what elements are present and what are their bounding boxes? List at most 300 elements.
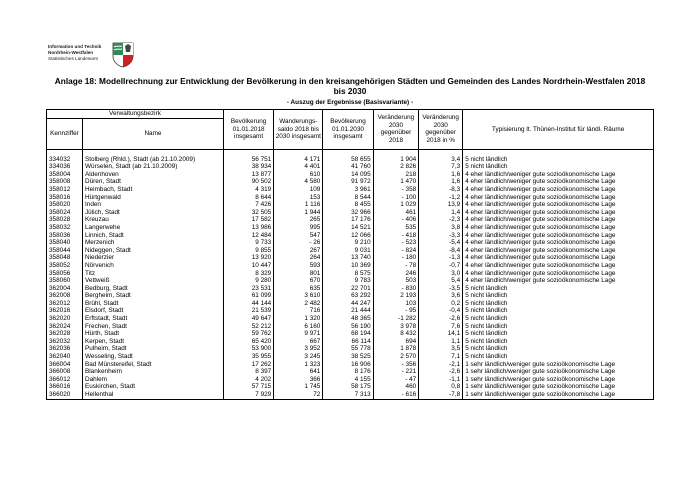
title-line-1: Anlage 18: Modellrechnung zur Entwicklung der Bevölkerung in den kreisangehörigen Städten und Gemeinden des Landes Nordrhein-Westfalen 2018 <box>54 76 646 86</box>
row-kennziffer: 362008 <box>47 292 83 300</box>
row-typisierung: 5 nicht ländlich <box>463 353 654 361</box>
row-typisierung: 5 nicht ländlich <box>463 315 654 323</box>
row-veraenderung: 8 432 <box>373 330 419 338</box>
logo-line-3: Statistisches Landesamt <box>48 56 98 61</box>
row-bev2030: 44 247 <box>323 300 373 308</box>
table-row <box>47 232 654 240</box>
row-kennziffer: 358048 <box>47 254 83 262</box>
table-row <box>47 345 654 353</box>
row-veraenderung: 1 029 <box>373 201 419 209</box>
row-name: Inden <box>82 201 223 209</box>
row-bev2030: 91 972 <box>323 178 373 186</box>
row-name: Bergheim, Stadt <box>82 292 223 300</box>
row-wanderung: 1 323 <box>274 361 323 369</box>
row-bev2018: 52 212 <box>223 323 273 331</box>
row-kennziffer: 362016 <box>47 307 83 315</box>
row-bev2018: 56 751 <box>223 156 273 164</box>
table-row <box>47 376 654 384</box>
row-name: Frechen, Stadt <box>82 323 223 331</box>
row-bev2030: 10 369 <box>323 262 373 270</box>
table-row <box>47 156 654 164</box>
row-name: Hellenthal <box>82 391 223 399</box>
row-veraenderung-pct: -0,7 <box>419 262 463 270</box>
table-row <box>47 186 654 194</box>
row-bev2030: 14 095 <box>323 171 373 179</box>
row-veraenderung-pct: 1,6 <box>419 178 463 186</box>
row-veraenderung: - 356 <box>373 361 419 369</box>
row-veraenderung: 2 570 <box>373 353 419 361</box>
row-veraenderung-pct: -2,3 <box>419 216 463 224</box>
row-bev2018: 8 397 <box>223 368 273 376</box>
row-veraenderung: 1 470 <box>373 178 419 186</box>
row-bev2018: 13 877 <box>223 171 273 179</box>
row-bev2018: 9 855 <box>223 247 273 255</box>
row-veraenderung-pct: -2,6 <box>419 368 463 376</box>
row-bev2018: 13 986 <box>223 224 273 232</box>
row-bev2018: 4 319 <box>223 186 273 194</box>
row-typisierung: 1 sehr ländlich/weniger gute sozioökonomische Lage <box>463 368 654 376</box>
row-veraenderung-pct: -2,6 <box>419 315 463 323</box>
row-veraenderung: 694 <box>373 338 419 346</box>
row-veraenderung: - 221 <box>373 368 419 376</box>
row-bev2030: 63 292 <box>323 292 373 300</box>
row-bev2030: 48 365 <box>323 315 373 323</box>
row-wanderung: 1 116 <box>274 201 323 209</box>
row-typisierung: 5 nicht ländlich <box>463 163 654 171</box>
row-veraenderung-pct: 1,6 <box>419 171 463 179</box>
row-bev2018: 23 531 <box>223 285 273 293</box>
row-bev2018: 65 420 <box>223 338 273 346</box>
row-kennziffer: 362028 <box>47 330 83 338</box>
table-row <box>47 224 654 232</box>
row-wanderung: 267 <box>274 247 323 255</box>
row-bev2018: 10 447 <box>223 262 273 270</box>
row-typisierung: 4 eher ländlich/weniger gute sozioökonomische Lage <box>463 194 654 202</box>
row-veraenderung-pct: -0,4 <box>419 307 463 315</box>
row-name: Hürtgenwald <box>82 194 223 202</box>
table-body <box>47 149 654 399</box>
row-bev2018: 53 900 <box>223 345 273 353</box>
row-wanderung: 635 <box>274 285 323 293</box>
row-typisierung: 1 sehr ländlich/weniger gute sozioökonomische Lage <box>463 376 654 384</box>
row-bev2030: 38 525 <box>323 353 373 361</box>
row-kennziffer: 366012 <box>47 376 83 384</box>
row-kennziffer: 362004 <box>47 285 83 293</box>
row-veraenderung-pct: 3,5 <box>419 345 463 353</box>
row-typisierung: 4 eher ländlich/weniger gute sozioökonomische Lage <box>463 209 654 217</box>
row-name: Bad Münstereifel, Stadt <box>82 361 223 369</box>
row-veraenderung: - 824 <box>373 247 419 255</box>
row-veraenderung-pct: -7,8 <box>419 391 463 399</box>
row-wanderung: 366 <box>274 376 323 384</box>
row-name: Wesseling, Stadt <box>82 353 223 361</box>
header-veraenderung: Veränderung 2030 gegenüber 2018 <box>373 110 419 150</box>
row-name: Kerpen, Stadt <box>82 338 223 346</box>
row-bev2030: 4 155 <box>323 376 373 384</box>
row-bev2030: 68 194 <box>323 330 373 338</box>
row-bev2018: 35 955 <box>223 353 273 361</box>
row-bev2018: 21 539 <box>223 307 273 315</box>
row-name: Aldenhoven <box>82 171 223 179</box>
table-row <box>47 254 654 262</box>
row-name: Jülich, Stadt <box>82 209 223 217</box>
row-veraenderung-pct: 14,1 <box>419 330 463 338</box>
row-kennziffer: 358020 <box>47 201 83 209</box>
table-row <box>47 292 654 300</box>
row-kennziffer: 358060 <box>47 277 83 285</box>
row-bev2030: 8 544 <box>323 194 373 202</box>
row-veraenderung: -1 282 <box>373 315 419 323</box>
row-veraenderung: - 95 <box>373 307 419 315</box>
row-kennziffer: 358044 <box>47 247 83 255</box>
table-row <box>47 391 654 399</box>
row-kennziffer: 366008 <box>47 368 83 376</box>
row-name: Blankenheim <box>82 368 223 376</box>
table-row <box>47 247 654 255</box>
table-row <box>47 277 654 285</box>
row-name: Stolberg (Rhld.), Stadt (ab 21.10.2009) <box>82 156 223 164</box>
row-veraenderung: 2 826 <box>373 163 419 171</box>
row-veraenderung: 1 878 <box>373 345 419 353</box>
table-row <box>47 194 654 202</box>
row-kennziffer: 358032 <box>47 224 83 232</box>
row-typisierung: 4 eher ländlich/weniger gute sozioökonomische Lage <box>463 254 654 262</box>
row-kennziffer: 358008 <box>47 178 83 186</box>
row-veraenderung: - 100 <box>373 194 419 202</box>
row-veraenderung: 503 <box>373 277 419 285</box>
row-bev2018: 90 502 <box>223 178 273 186</box>
table-row <box>47 163 654 171</box>
row-wanderung: 3 610 <box>274 292 323 300</box>
table-row <box>47 171 654 179</box>
row-typisierung: 5 nicht ländlich <box>463 345 654 353</box>
row-bev2018: 38 934 <box>223 163 273 171</box>
row-wanderung: 3 952 <box>274 345 323 353</box>
row-wanderung: 716 <box>274 307 323 315</box>
row-wanderung: 641 <box>274 368 323 376</box>
row-name: Linnich, Stadt <box>82 232 223 240</box>
row-veraenderung: 461 <box>373 209 419 217</box>
row-name: Dahlem <box>82 376 223 384</box>
row-veraenderung: - 830 <box>373 285 419 293</box>
row-kennziffer: 366004 <box>47 361 83 369</box>
row-wanderung: 801 <box>274 270 323 278</box>
header-name: Name <box>82 118 223 149</box>
row-bev2018: 7 426 <box>223 201 273 209</box>
row-veraenderung-pct: 1,1 <box>419 338 463 346</box>
row-veraenderung-pct: 5,4 <box>419 277 463 285</box>
row-veraenderung: - 358 <box>373 186 419 194</box>
row-veraenderung: 246 <box>373 270 419 278</box>
row-veraenderung-pct: -1,2 <box>419 194 463 202</box>
table-row <box>47 330 654 338</box>
row-wanderung: 6 160 <box>274 323 323 331</box>
row-kennziffer: 358028 <box>47 216 83 224</box>
row-name: Brühl, Stadt <box>82 300 223 308</box>
table-row <box>47 216 654 224</box>
title-line-2: bis 2030 <box>333 86 367 96</box>
row-veraenderung-pct: 7,1 <box>419 353 463 361</box>
row-bev2018: 9 733 <box>223 239 273 247</box>
table-row <box>47 201 654 209</box>
row-veraenderung-pct: 0,2 <box>419 300 463 308</box>
row-typisierung: 5 nicht ländlich <box>463 323 654 331</box>
logo-line-2: Nordrhein-Westfalen <box>48 50 94 55</box>
row-bev2030: 9 210 <box>323 239 373 247</box>
row-bev2018: 4 202 <box>223 376 273 384</box>
row-veraenderung-pct: -1,3 <box>419 254 463 262</box>
row-typisierung: 4 eher ländlich/weniger gute sozioökonomische Lage <box>463 178 654 186</box>
row-name: Bedburg, Stadt <box>82 285 223 293</box>
row-name: Hürth, Stadt <box>82 330 223 338</box>
row-bev2030: 58 655 <box>323 156 373 164</box>
row-kennziffer: 358056 <box>47 270 83 278</box>
row-bev2030: 9 783 <box>323 277 373 285</box>
row-name: Düren, Stadt <box>82 178 223 186</box>
row-veraenderung-pct: 3,6 <box>419 292 463 300</box>
row-wanderung: 1 745 <box>274 383 323 391</box>
row-veraenderung-pct: 3,4 <box>419 156 463 164</box>
row-typisierung: 5 nicht ländlich <box>463 156 654 164</box>
row-veraenderung: 1 904 <box>373 156 419 164</box>
row-wanderung: 4 171 <box>274 156 323 164</box>
row-wanderung: 1 320 <box>274 315 323 323</box>
row-bev2030: 7 313 <box>323 391 373 399</box>
row-bev2030: 56 190 <box>323 323 373 331</box>
row-veraenderung-pct: -3,5 <box>419 285 463 293</box>
table-row <box>47 353 654 361</box>
table-row <box>47 307 654 315</box>
row-veraenderung-pct: -8,4 <box>419 247 463 255</box>
row-kennziffer: 358040 <box>47 239 83 247</box>
row-kennziffer: 362040 <box>47 353 83 361</box>
row-typisierung: 4 eher ländlich/weniger gute sozioökonomische Lage <box>463 277 654 285</box>
row-bev2018: 49 647 <box>223 315 273 323</box>
row-wanderung: 264 <box>274 254 323 262</box>
row-typisierung: 4 eher ländlich/weniger gute sozioökonomische Lage <box>463 216 654 224</box>
it-nrw-logo <box>48 44 128 70</box>
row-bev2018: 8 329 <box>223 270 273 278</box>
row-typisierung: 4 eher ländlich/weniger gute sozioökonomische Lage <box>463 262 654 270</box>
row-typisierung: 1 sehr ländlich/weniger gute sozioökonomische Lage <box>463 383 654 391</box>
row-wanderung: 3 245 <box>274 353 323 361</box>
row-bev2030: 8 455 <box>323 201 373 209</box>
row-veraenderung: 3 978 <box>373 323 419 331</box>
row-wanderung: 670 <box>274 277 323 285</box>
row-wanderung: 4 580 <box>274 178 323 186</box>
row-wanderung: 667 <box>274 338 323 346</box>
row-kennziffer: 362024 <box>47 323 83 331</box>
row-name: Nörvenich <box>82 262 223 270</box>
row-typisierung: 4 eher ländlich/weniger gute sozioökonomische Lage <box>463 224 654 232</box>
row-veraenderung-pct: 13,9 <box>419 201 463 209</box>
row-veraenderung: - 523 <box>373 239 419 247</box>
row-kennziffer: 366016 <box>47 383 83 391</box>
row-veraenderung: 535 <box>373 224 419 232</box>
row-kennziffer: 362032 <box>47 338 83 346</box>
row-kennziffer: 362036 <box>47 345 83 353</box>
row-kennziffer: 366020 <box>47 391 83 399</box>
row-veraenderung: - 616 <box>373 391 419 399</box>
table-row <box>47 178 654 186</box>
table-row <box>47 262 654 270</box>
row-bev2018: 44 144 <box>223 300 273 308</box>
row-bev2030: 16 906 <box>323 361 373 369</box>
header-veraenderung-pct: Veränderung 2030 gegenüber 2018 in % <box>419 110 463 150</box>
row-wanderung: 610 <box>274 171 323 179</box>
row-bev2018: 17 582 <box>223 216 273 224</box>
row-typisierung: 5 nicht ländlich <box>463 330 654 338</box>
row-bev2030: 55 778 <box>323 345 373 353</box>
row-kennziffer: 358016 <box>47 194 83 202</box>
row-veraenderung-pct: 1,4 <box>419 209 463 217</box>
row-bev2030: 3 961 <box>323 186 373 194</box>
row-wanderung: 995 <box>274 224 323 232</box>
table-row <box>47 338 654 346</box>
row-veraenderung-pct: 3,8 <box>419 224 463 232</box>
row-kennziffer: 358036 <box>47 232 83 240</box>
row-bev2030: 12 066 <box>323 232 373 240</box>
row-typisierung: 4 eher ländlich/weniger gute sozioökonomische Lage <box>463 201 654 209</box>
row-bev2030: 17 176 <box>323 216 373 224</box>
row-bev2018: 57 715 <box>223 383 273 391</box>
row-name: Merzenich <box>82 239 223 247</box>
row-veraenderung-pct: 3,0 <box>419 270 463 278</box>
row-bev2030: 58 175 <box>323 383 373 391</box>
row-veraenderung: 218 <box>373 171 419 179</box>
row-name: Erftstadt, Stadt <box>82 315 223 323</box>
row-bev2030: 13 740 <box>323 254 373 262</box>
row-kennziffer: 362020 <box>47 315 83 323</box>
header-wanderung: Wanderungs-saldo 2018 bis 2030 insgesamt <box>274 110 323 150</box>
table-row <box>47 285 654 293</box>
row-veraenderung: - 406 <box>373 216 419 224</box>
row-veraenderung-pct: -1,1 <box>419 376 463 384</box>
row-bev2018: 17 262 <box>223 361 273 369</box>
row-veraenderung-pct: 7,3 <box>419 163 463 171</box>
header-bev2030: Bevölkerung 01.01.2030 insgesamt <box>323 110 373 150</box>
row-wanderung: 9 971 <box>274 330 323 338</box>
row-name: Langerwehe <box>82 224 223 232</box>
page-title <box>0 76 700 96</box>
row-typisierung: 5 nicht ländlich <box>463 338 654 346</box>
table-row <box>47 315 654 323</box>
row-name: Euskirchen, Stadt <box>82 383 223 391</box>
row-typisierung: 5 nicht ländlich <box>463 300 654 308</box>
row-wanderung: 109 <box>274 186 323 194</box>
row-bev2018: 61 099 <box>223 292 273 300</box>
row-kennziffer: 358052 <box>47 262 83 270</box>
header-verwaltungsbezirk: Verwaltungsbezirk <box>47 110 224 119</box>
page-subtitle: - Auszug der Ergebnisse (Basisvariante) - <box>286 99 414 106</box>
table-row <box>47 368 654 376</box>
row-typisierung: 4 eher ländlich/weniger gute sozioökonomische Lage <box>463 232 654 240</box>
table-row <box>47 361 654 369</box>
row-veraenderung-pct: -2,1 <box>419 361 463 369</box>
row-typisierung: 4 eher ländlich/weniger gute sozioökonomische Lage <box>463 270 654 278</box>
table-row <box>47 383 654 391</box>
row-wanderung: 2 482 <box>274 300 323 308</box>
row-bev2030: 66 114 <box>323 338 373 346</box>
row-kennziffer: 358004 <box>47 171 83 179</box>
row-kennziffer: 362012 <box>47 300 83 308</box>
row-typisierung: 1 sehr ländlich/weniger gute sozioökonomische Lage <box>463 361 654 369</box>
row-bev2018: 9 280 <box>223 277 273 285</box>
header-typisierung: Typisierung lt. Thünen-Institut für ländl. Räume <box>463 110 654 150</box>
row-name: Titz <box>82 270 223 278</box>
row-bev2018: 8 644 <box>223 194 273 202</box>
row-veraenderung: - 47 <box>373 376 419 384</box>
row-bev2018: 59 762 <box>223 330 273 338</box>
row-name: Vettweiß <box>82 277 223 285</box>
table-row <box>47 239 654 247</box>
table-row <box>47 209 654 217</box>
row-bev2030: 8 176 <box>323 368 373 376</box>
row-typisierung: 1 sehr ländlich/weniger gute sozioökonomische Lage <box>463 391 654 399</box>
nrw-crest-icon <box>112 42 134 68</box>
row-kennziffer: 334032 <box>47 156 83 164</box>
row-bev2018: 12 484 <box>223 232 273 240</box>
row-wanderung: 72 <box>274 391 323 399</box>
row-typisierung: 4 eher ländlich/weniger gute sozioökonomische Lage <box>463 239 654 247</box>
row-name: Niederzier <box>82 254 223 262</box>
row-name: Pulheim, Stadt <box>82 345 223 353</box>
row-typisierung: 5 nicht ländlich <box>463 307 654 315</box>
header-kennziffer: Kennziffer <box>47 118 83 149</box>
row-bev2018: 7 929 <box>223 391 273 399</box>
row-typisierung: 5 nicht ländlich <box>463 285 654 293</box>
row-veraenderung: - 418 <box>373 232 419 240</box>
row-veraenderung-pct: 7,6 <box>419 323 463 331</box>
row-name: Kreuzau <box>82 216 223 224</box>
row-wanderung: 593 <box>274 262 323 270</box>
header-bev2018: Bevölkerung 01.01.2018 insgesamt <box>223 110 273 150</box>
table-row <box>47 323 654 331</box>
row-kennziffer: 358024 <box>47 209 83 217</box>
logo-line-1: Information und Technik <box>48 44 102 49</box>
row-bev2030: 8 575 <box>323 270 373 278</box>
row-veraenderung: 103 <box>373 300 419 308</box>
row-veraenderung-pct: -5,4 <box>419 239 463 247</box>
row-wanderung: 4 401 <box>274 163 323 171</box>
row-veraenderung-pct: 0,8 <box>419 383 463 391</box>
row-bev2030: 21 444 <box>323 307 373 315</box>
row-wanderung: 547 <box>274 232 323 240</box>
row-name: Heimbach, Stadt <box>82 186 223 194</box>
row-bev2030: 9 031 <box>323 247 373 255</box>
row-name: Würselen, Stadt (ab 21.10.2009) <box>82 163 223 171</box>
row-name: Elsdorf, Stadt <box>82 307 223 315</box>
row-typisierung: 4 eher ländlich/weniger gute sozioökonomische Lage <box>463 186 654 194</box>
row-bev2030: 41 760 <box>323 163 373 171</box>
row-wanderung: 1 944 <box>274 209 323 217</box>
row-veraenderung-pct: -8,3 <box>419 186 463 194</box>
row-typisierung: 4 eher ländlich/weniger gute sozioökonomische Lage <box>463 247 654 255</box>
table-row <box>47 300 654 308</box>
row-bev2030: 14 521 <box>323 224 373 232</box>
row-wanderung: 265 <box>274 216 323 224</box>
table-row <box>47 270 654 278</box>
row-veraenderung: 460 <box>373 383 419 391</box>
row-typisierung: 4 eher ländlich/weniger gute sozioökonomische Lage <box>463 171 654 179</box>
row-veraenderung-pct: -3,3 <box>419 232 463 240</box>
row-name: Nideggen, Stadt <box>82 247 223 255</box>
row-bev2030: 22 701 <box>323 285 373 293</box>
row-kennziffer: 358012 <box>47 186 83 194</box>
row-bev2018: 32 505 <box>223 209 273 217</box>
row-wanderung: - 26 <box>274 239 323 247</box>
row-veraenderung: - 78 <box>373 262 419 270</box>
